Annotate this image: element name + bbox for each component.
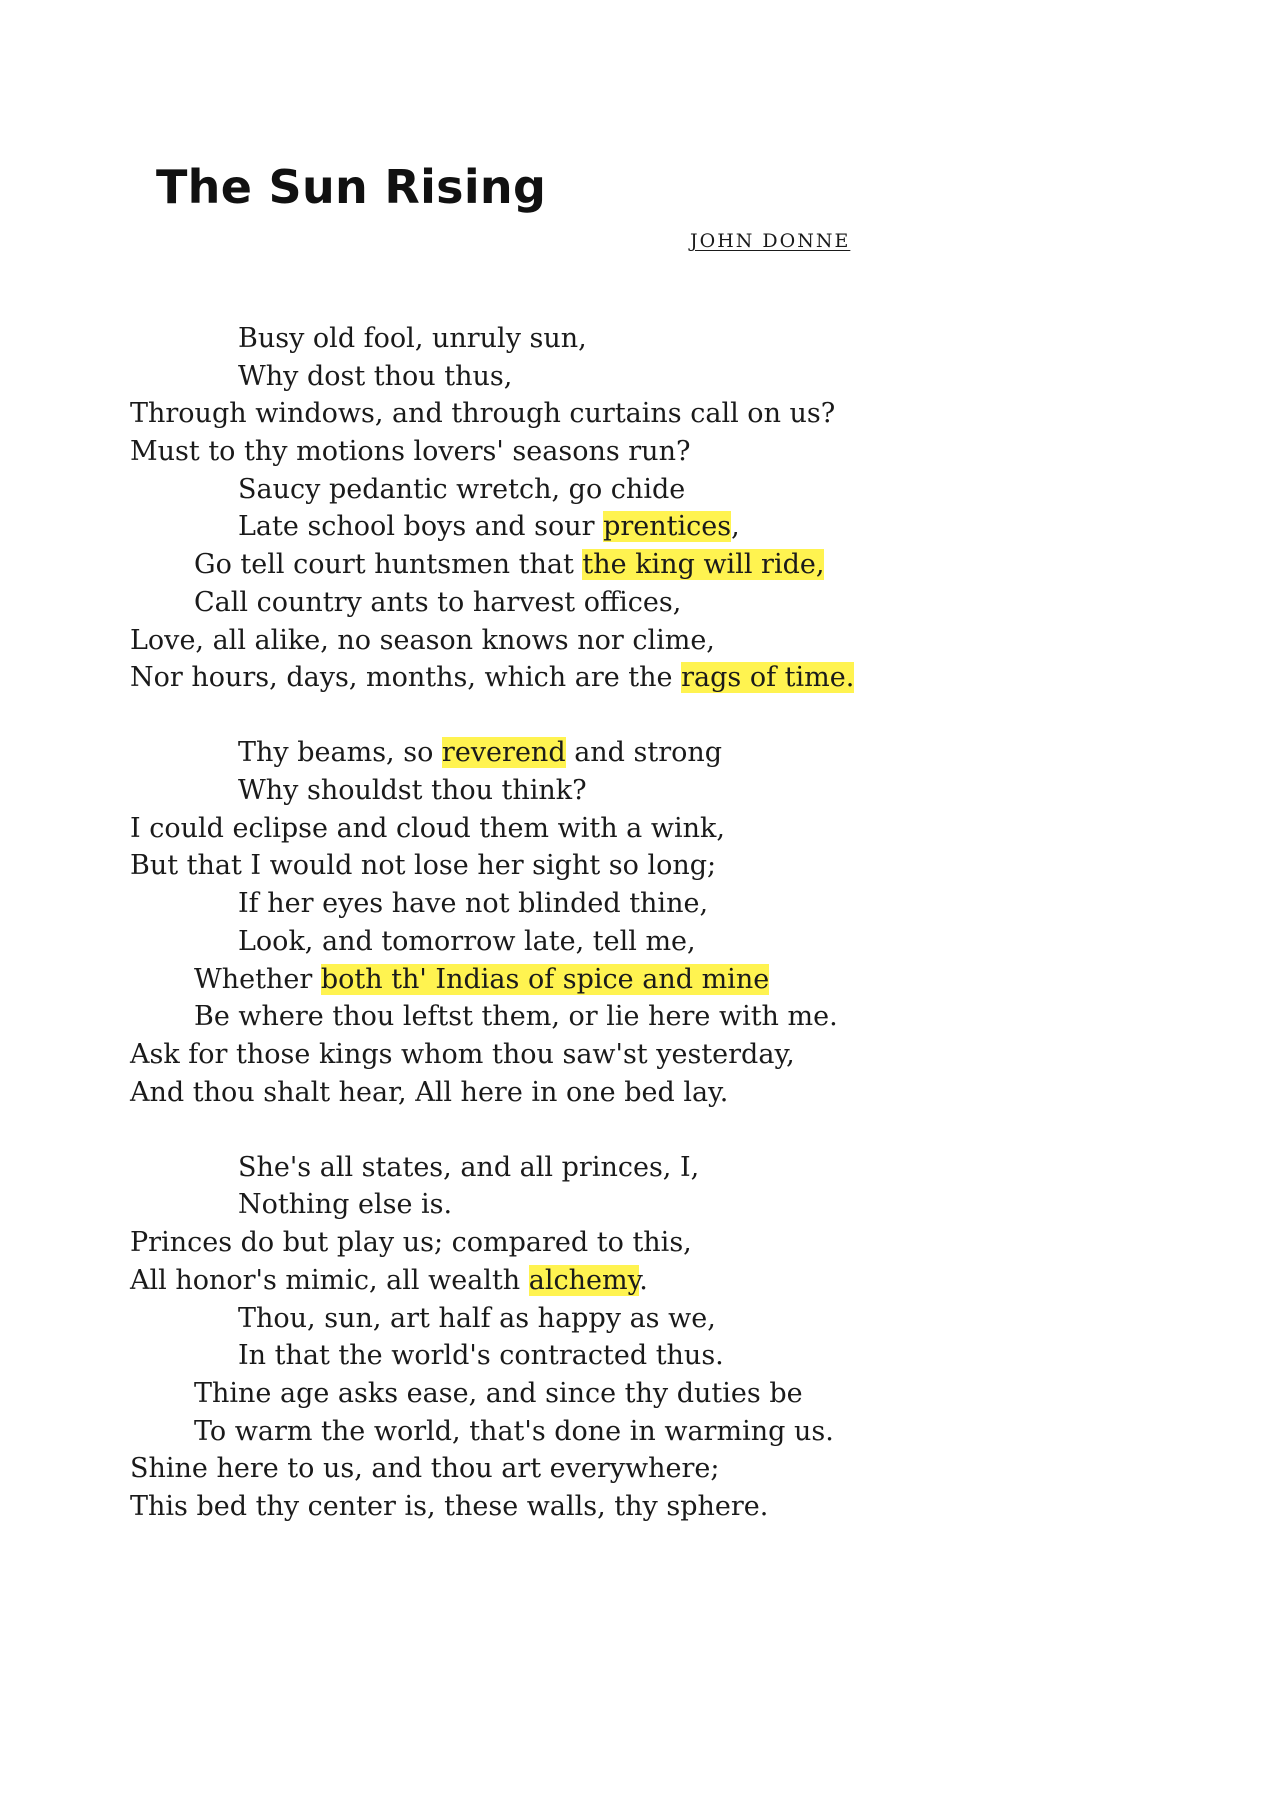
poem-title: The Sun Rising <box>156 160 547 214</box>
line-text: Thine age asks ease, and since thy duties be <box>194 1377 803 1409</box>
line-text: Late school boys and sour <box>238 511 604 543</box>
line-text: Nor hours, days, months, which are the <box>130 662 682 694</box>
poem-line <box>130 1337 1130 1375</box>
line-text: I could eclipse and cloud them with a wink, <box>130 812 725 844</box>
poem-line <box>130 395 1130 433</box>
poem-line <box>130 584 1130 622</box>
line-text: But that I would not lose her sight so long; <box>130 850 717 882</box>
line-text: Why shouldst thou think? <box>238 775 587 807</box>
poem-author: JOHN DONNE <box>690 230 851 252</box>
line-text: Be where thou leftst them, or lie here with me. <box>194 1001 838 1033</box>
poem-line <box>130 508 1130 546</box>
highlighted-text: reverend <box>441 737 566 769</box>
poem-line <box>130 1488 1130 1526</box>
poem-line <box>130 320 1130 358</box>
line-text: Must to thy motions lovers' seasons run? <box>130 436 691 468</box>
poem-line <box>130 961 1130 999</box>
poem-line <box>130 772 1130 810</box>
line-text: Whether <box>194 963 321 995</box>
poem-line <box>130 622 1130 660</box>
line-text: In that the world's contracted thus. <box>238 1340 724 1372</box>
poem-line <box>130 1262 1130 1300</box>
poem-line <box>130 1450 1130 1488</box>
poem-body <box>130 320 1130 1563</box>
poem-line <box>130 923 1130 961</box>
poem-line <box>130 810 1130 848</box>
line-text: Saucy pedantic wretch, go chide <box>238 473 686 505</box>
line-text: Thy beams, so <box>238 737 442 769</box>
line-text: Why dost thou thus, <box>238 360 513 392</box>
line-text: , <box>731 511 740 543</box>
stanza <box>130 320 1130 697</box>
line-text: All honor's mimic, all wealth <box>130 1264 529 1296</box>
poem-line <box>130 1300 1130 1338</box>
line-text: Call country ants to harvest offices, <box>194 586 682 618</box>
poem-line <box>130 1149 1130 1187</box>
poem-line <box>130 1186 1130 1224</box>
line-text: Shine here to us, and thou art everywhere; <box>130 1453 720 1485</box>
line-text: If her eyes have not blinded thine, <box>238 888 709 920</box>
poem-line <box>130 885 1130 923</box>
poem-line <box>130 1036 1130 1074</box>
line-text: Ask for those kings whom thou saw'st yesterday, <box>130 1038 795 1070</box>
line-text: And thou shalt hear, All here in one bed lay. <box>130 1076 729 1108</box>
poem-line <box>130 471 1130 509</box>
line-text: . <box>639 1264 648 1296</box>
poem-line <box>130 1413 1130 1451</box>
highlighted-text: the king will ride, <box>582 549 825 581</box>
poem-line <box>130 847 1130 885</box>
stanza <box>130 1149 1130 1526</box>
poem-line <box>130 998 1130 1036</box>
highlighted-text: rags of time. <box>681 662 855 694</box>
poem-line <box>130 358 1130 396</box>
poem-line <box>130 433 1130 471</box>
line-text: Look, and tomorrow late, tell me, <box>238 925 696 957</box>
poem-line <box>130 659 1130 697</box>
line-text: Go tell court huntsmen that <box>194 549 583 581</box>
poem-line <box>130 1074 1130 1112</box>
poem-line <box>130 734 1130 772</box>
line-text: Princes do but play us; compared to this, <box>130 1227 692 1259</box>
line-text: and strong <box>565 737 723 769</box>
highlighted-text: both th' Indias of spice and mine <box>320 963 770 995</box>
highlighted-text: prentices <box>603 511 732 543</box>
line-text: Love, all alike, no season knows nor clime, <box>130 624 715 656</box>
highlighted-text: alchemy <box>528 1264 640 1296</box>
line-text: Nothing else is. <box>238 1189 453 1221</box>
line-text: Thou, sun, art half as happy as we, <box>238 1302 716 1334</box>
poem-line <box>130 546 1130 584</box>
line-text: Through windows, and through curtains call on us? <box>130 398 836 430</box>
line-text: She's all states, and all princes, I, <box>238 1151 700 1183</box>
stanza <box>130 734 1130 1111</box>
line-text: This bed thy center is, these walls, thy sphere. <box>130 1490 769 1522</box>
line-text: Busy old fool, unruly sun, <box>238 323 587 354</box>
poem-line <box>130 1224 1130 1262</box>
line-text: To warm the world, that's done in warming us. <box>194 1415 834 1447</box>
poem-line <box>130 1375 1130 1413</box>
